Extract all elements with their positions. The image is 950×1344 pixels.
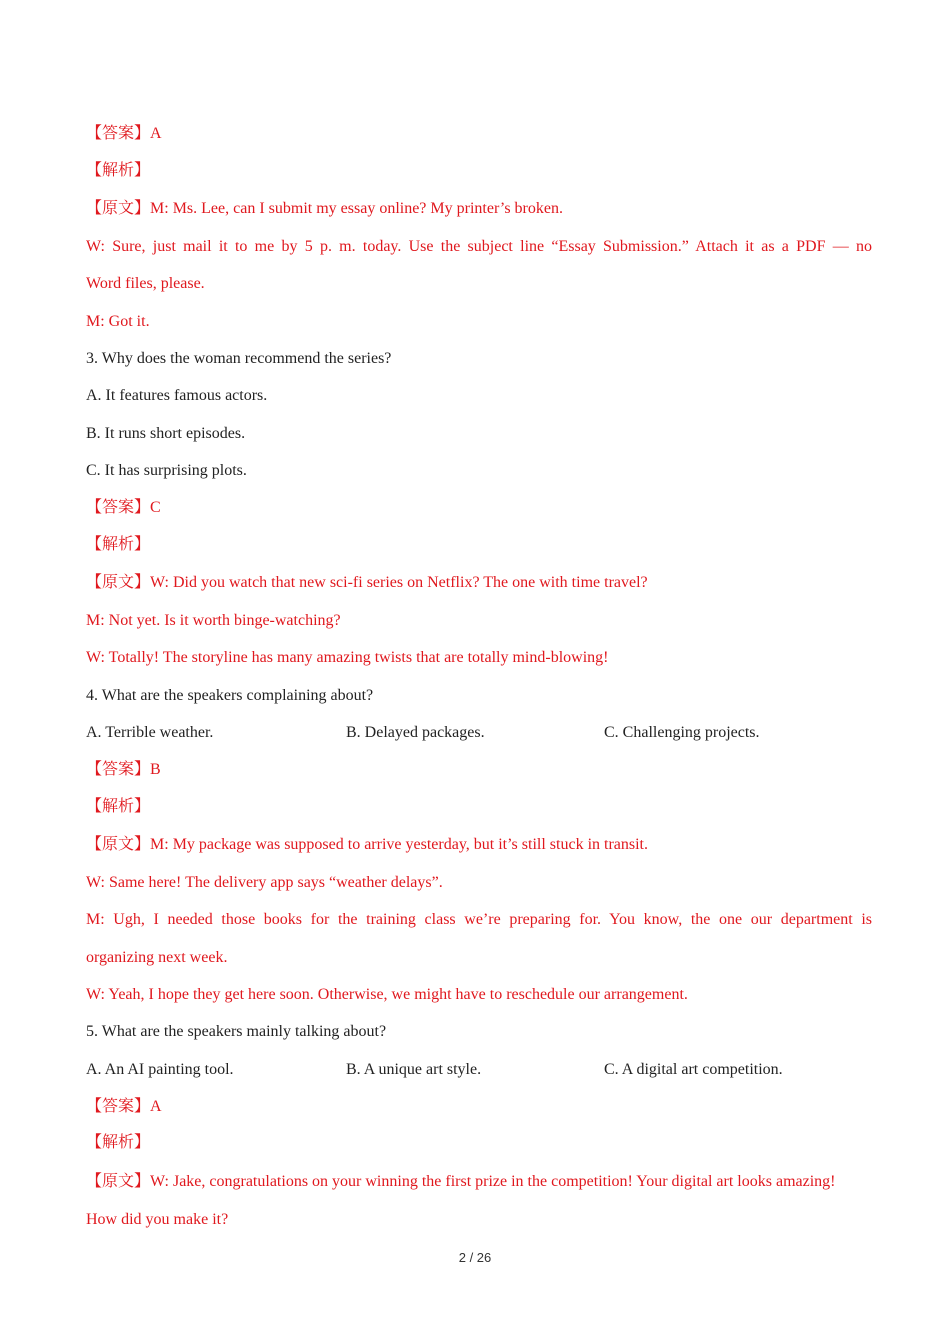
- transcript-line: [86, 835, 872, 855]
- option-a: A. It features famous actors.: [86, 387, 268, 404]
- option-b: B. Delayed packages.: [346, 724, 485, 741]
- transcript-text: M: Ms. Lee, can I submit my essay online? My printer’s broken.: [150, 200, 563, 217]
- transcript-tag: 【原文】: [86, 836, 151, 853]
- transcript-line: W: Yeah, I hope they get here soon. Otherwise, we might have to reschedule our arrangement.: [86, 986, 688, 1003]
- transcript-line: M: Not yet. Is it worth binge-watching?: [86, 612, 341, 629]
- transcript-tag: 【原文】: [86, 574, 151, 591]
- transcript-tag: 【原文】: [86, 200, 151, 217]
- question-text: 5. What are the speakers mainly talking about?: [86, 1023, 387, 1040]
- answer-label: 【答案】B: [86, 761, 161, 778]
- answer-label: 【答案】A: [86, 1098, 162, 1115]
- option-a: A. An AI painting tool.: [86, 1061, 234, 1078]
- transcript-text: W: Jake, congratulations on your winning the first prize in the competition! Your digital art looks amazing!: [150, 1173, 836, 1190]
- transcript-tag: 【原文】: [86, 1173, 151, 1190]
- option-c: C. Challenging projects.: [604, 724, 760, 741]
- transcript-line: M: Got it.: [86, 313, 150, 330]
- transcript-text: W: Did you watch that new sci-fi series on Netflix? The one with time travel?: [150, 574, 648, 591]
- transcript-line: M: Ugh, I needed those books for the training class we’re preparing for. You know, the one our department is: [86, 911, 872, 928]
- transcript-line: How did you make it?: [86, 1211, 229, 1228]
- transcript-text: M: My package was supposed to arrive yesterday, but it’s still stuck in transit.: [150, 836, 648, 853]
- answer-label: 【答案】C: [86, 499, 161, 516]
- transcript-line: W: Totally! The storyline has many amazing twists that are totally mind-blowing!: [86, 649, 609, 666]
- analysis-label: 【解析】: [86, 1134, 151, 1151]
- page-number: 2 / 26: [458, 1250, 492, 1265]
- question-text: 4. What are the speakers complaining about?: [86, 687, 374, 704]
- analysis-label: 【解析】: [86, 162, 151, 179]
- option-b: B. It runs short episodes.: [86, 425, 246, 442]
- answer-label: 【答案】A: [86, 125, 162, 142]
- option-b: B. A unique art style.: [346, 1061, 482, 1078]
- option-a: A. Terrible weather.: [86, 724, 214, 741]
- analysis-label: 【解析】: [86, 798, 151, 815]
- analysis-label: 【解析】: [86, 536, 151, 553]
- transcript-line: organizing next week.: [86, 949, 228, 966]
- option-c: C. A digital art competition.: [604, 1061, 783, 1078]
- question-text: 3. Why does the woman recommend the series?: [86, 350, 392, 367]
- transcript-line: [86, 1172, 872, 1192]
- transcript-line: W: Sure, just mail it to me by 5 p. m. today. Use the subject line “Essay Submission.” Attach it as a PDF — no: [86, 238, 872, 255]
- option-c: C. It has surprising plots.: [86, 462, 247, 479]
- transcript-line: W: Same here! The delivery app says “weather delays”.: [86, 874, 443, 891]
- transcript-line: [86, 199, 872, 219]
- transcript-line: [86, 573, 872, 593]
- transcript-line: Word files, please.: [86, 275, 205, 292]
